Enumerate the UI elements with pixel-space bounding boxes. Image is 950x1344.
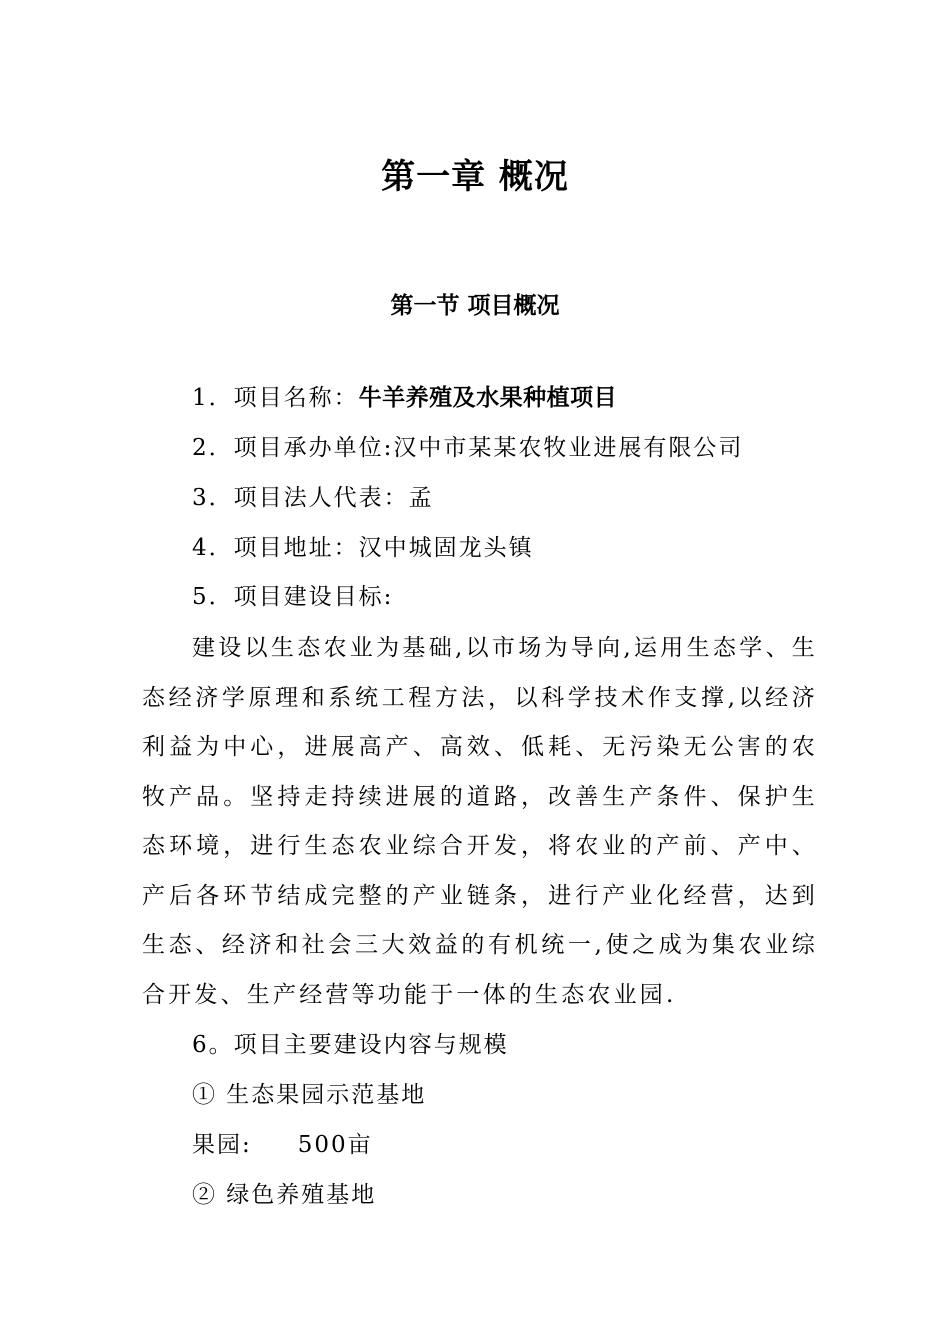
orchard-size xyxy=(192,1128,373,1162)
item-project-name xyxy=(192,381,617,415)
item-construction-content: 6。项目主要建设内容与规模 xyxy=(192,1032,509,1058)
orchard-value: 500亩 xyxy=(297,1132,373,1158)
item-construction-goal xyxy=(192,580,393,614)
item-label: 4．项目地址： xyxy=(192,535,359,561)
item-value: 孟 xyxy=(408,485,434,511)
item-label: 2．项目承办单位: xyxy=(192,435,394,461)
item-value: 汉中城固龙头镇 xyxy=(358,535,534,561)
sub-item-breeding-base: ② 绿色养殖基地 xyxy=(192,1182,377,1208)
item-undertaking-unit xyxy=(192,431,743,465)
item-label: 5．项目建设目标: xyxy=(192,584,394,610)
chapter-title: 第一章 概况 xyxy=(381,157,569,197)
item-label: 1．项目名称： xyxy=(192,385,359,411)
item-label: 3．项目法人代表： xyxy=(192,485,409,511)
item-legal-representative xyxy=(192,481,434,515)
section-title: 第一节 项目概况 xyxy=(390,292,560,319)
orchard-label: 果园: xyxy=(192,1132,252,1158)
item-project-address xyxy=(192,531,534,565)
item-value: 汉中市某某农牧业进展有限公司 xyxy=(393,435,744,461)
item-value: 牛羊养殖及水果种植项目 xyxy=(358,384,618,411)
goal-paragraph: 建设以生态农业为基础,以市场为导向,运用生态学、生态经济学原理和系统工程方法，以科学技术作支撑,以经济利益为中心，进展高产、高效、低耗、无污染无公害的农牧产品。坚持走持续进展的道路，改善生产条件、保护生态环境，进行生态农业综合开发，将农业的产前、产中、产后各环节结成完整的产业链条，进行产业化经营，达到生态、经济和社会三大效益的有机统一,使之成为集农业综合开发、生产经营等功能于一体的生态农业园. xyxy=(142,635,818,1008)
sub-item-orchard-base: ① 生态果园示范基地 xyxy=(192,1082,427,1108)
